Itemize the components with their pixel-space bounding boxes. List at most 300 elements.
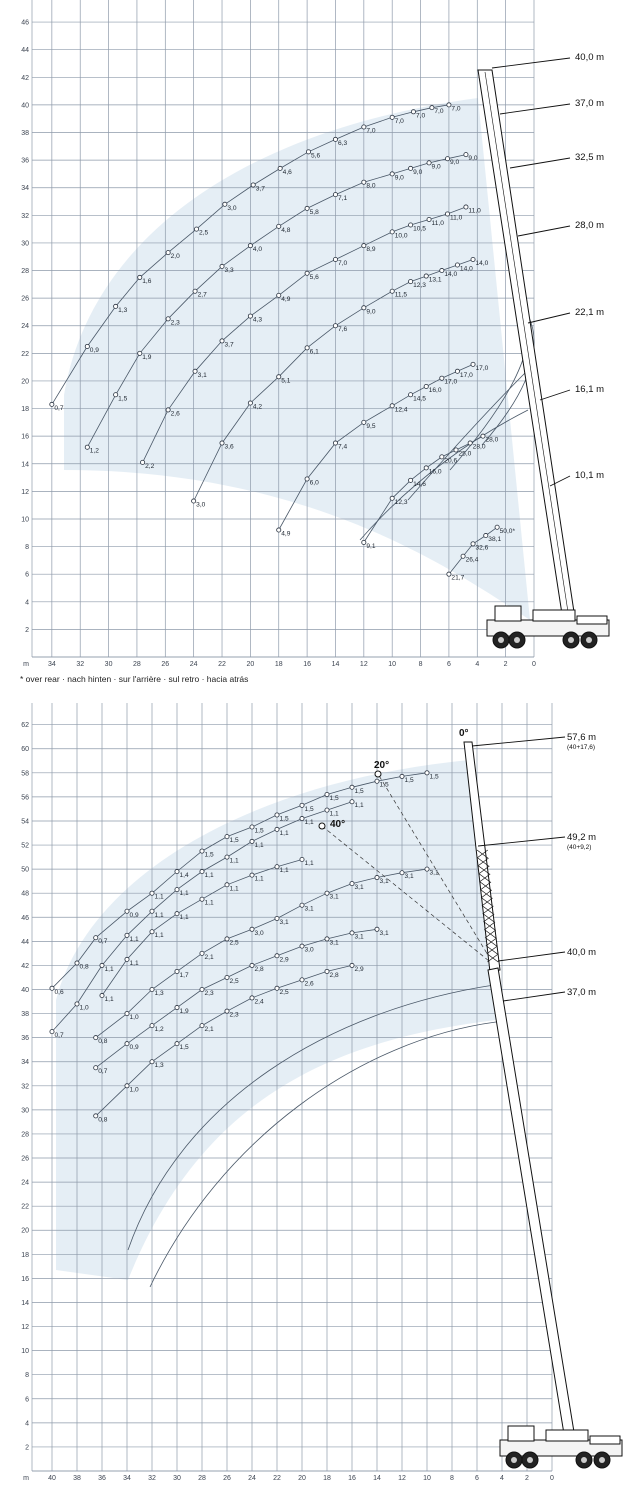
top-load-value: 2,2 [145, 462, 155, 470]
bottom-load-value: 1,5 [304, 805, 314, 813]
bottom-load-point [200, 1024, 204, 1028]
bottom-y-tick: 62 [21, 722, 29, 730]
top-x-tick: 16 [303, 661, 312, 668]
top-boom-length-leader [540, 390, 570, 400]
bottom-load-value: 2,6 [304, 980, 314, 988]
top-load-point [193, 369, 197, 373]
top-load-value: 4,6 [282, 168, 292, 176]
top-load-value: 5,8 [309, 208, 319, 216]
bottom-carrier-cab [508, 1426, 534, 1441]
top-load-point [251, 183, 255, 187]
top-load-value: 20,6 [444, 457, 458, 465]
bottom-load-point [50, 986, 54, 990]
bottom-load-value: 1,1 [179, 890, 189, 898]
bottom-y-tick: 60 [21, 746, 29, 754]
top-boom-length-label: 37,0 m [575, 98, 605, 109]
bottom-load-value: 2,8 [254, 965, 264, 973]
bottom-load-point [375, 779, 379, 783]
top-load-value: 10,5 [413, 225, 426, 233]
bottom-y-tick: 32 [21, 1083, 29, 1091]
top-y-tick: 42 [21, 74, 29, 82]
top-load-value: 16,0 [428, 468, 442, 476]
top-x-tick: 32 [76, 661, 85, 668]
bottom-angle-label: 20° [374, 760, 390, 771]
bottom-load-point [275, 916, 279, 920]
top-load-point [464, 205, 468, 209]
top-load-point [114, 393, 118, 397]
top-load-value: 7,0 [434, 108, 444, 116]
bottom-load-value: 3,1 [354, 933, 364, 941]
bottom-load-point [200, 897, 204, 901]
bottom-load-point [300, 816, 304, 820]
top-load-point [277, 375, 281, 379]
bottom-load-value: 0,9 [129, 1044, 139, 1052]
bottom-load-value: 3,1 [354, 884, 364, 892]
bottom-load-point [125, 933, 129, 937]
top-load-point [447, 103, 451, 107]
top-load-point [447, 572, 451, 576]
top-load-value: 17,0 [475, 364, 489, 372]
bottom-load-value: 2,5 [279, 988, 289, 996]
top-y-tick: 26 [21, 295, 29, 303]
bottom-y-tick: 52 [21, 842, 29, 850]
bottom-load-point [275, 986, 279, 990]
top-load-value: 2,0 [170, 253, 180, 261]
top-x-tick: 26 [161, 661, 170, 668]
top-load-point [484, 533, 488, 537]
bottom-load-value: 0,9 [129, 911, 139, 919]
bottom-load-point [225, 855, 229, 859]
bottom-y-tick: 40 [21, 986, 29, 994]
bottom-load-value: 1,4 [179, 872, 189, 880]
top-load-point [277, 293, 281, 297]
top-crane-carrier [487, 606, 609, 648]
top-load-value: 9,0 [431, 163, 441, 171]
top-y-tick: 36 [21, 157, 29, 165]
top-x-tick: 0 [532, 661, 536, 668]
bottom-y-tick: 6 [25, 1396, 29, 1404]
bottom-load-point [125, 1011, 129, 1015]
bottom-load-point [350, 800, 354, 804]
bottom-boom-length-label: 57,6 m [567, 732, 597, 743]
bottom-load-point [200, 869, 204, 873]
bottom-load-value: 1,1 [304, 859, 314, 867]
bottom-load-value: 1,0 [129, 1086, 139, 1094]
top-load-value: 28,0 [485, 436, 499, 444]
top-load-value: 10,0 [394, 232, 408, 240]
bottom-wheel-hub [581, 1457, 587, 1463]
bottom-load-value: 3,1 [429, 869, 439, 877]
bottom-x-tick: 26 [223, 1475, 231, 1482]
top-carrier-cab [495, 606, 521, 621]
bottom-load-point [125, 957, 129, 961]
bottom-angle-label: 0° [459, 728, 469, 739]
top-load-point [409, 478, 413, 482]
top-load-point [362, 125, 366, 129]
top-unit-label: m [23, 661, 29, 668]
top-load-value: 16,0 [428, 386, 442, 394]
top-load-point [455, 263, 459, 267]
bottom-load-point [175, 887, 179, 891]
top-load-point [220, 264, 224, 268]
bottom-load-point [350, 785, 354, 789]
bottom-load-value: 1,3 [154, 1062, 164, 1070]
bottom-load-value: 2,1 [204, 953, 214, 961]
top-load-point [277, 224, 281, 228]
bottom-load-point [375, 875, 379, 879]
bottom-y-tick: 48 [21, 890, 29, 898]
bottom-offset-20-tip [375, 771, 381, 777]
bottom-load-value: 0,7 [98, 1068, 108, 1076]
top-load-value: 28,0 [472, 443, 486, 451]
bottom-boom-length-label: 37,0 m [567, 987, 597, 998]
top-load-value: 4,2 [252, 403, 263, 411]
top-load-value: 6,3 [337, 139, 348, 147]
top-load-point [362, 180, 366, 184]
top-load-point [193, 289, 197, 293]
bottom-load-value: 1,5 [429, 773, 439, 781]
bottom-load-point [150, 987, 154, 991]
bottom-load-value: 0,8 [79, 963, 89, 971]
bottom-working-envelope [56, 760, 496, 1280]
top-load-point [166, 408, 170, 412]
bottom-load-value: 1,5 [179, 1044, 189, 1052]
bottom-y-tick: 26 [21, 1155, 29, 1163]
bottom-load-value: 2,3 [204, 989, 214, 997]
bottom-boom-length-sublabel: (40+17,6) [567, 744, 596, 751]
bottom-boom-length-leader [503, 992, 565, 1001]
top-x-tick: 24 [189, 661, 198, 668]
bottom-load-point [150, 891, 154, 895]
bottom-load-point [94, 1066, 98, 1070]
top-load-point [114, 304, 118, 308]
bottom-load-point [225, 835, 229, 839]
top-load-value: 2,6 [170, 410, 180, 418]
top-load-point [305, 206, 309, 210]
bottom-load-value: 1,1 [154, 932, 164, 940]
top-load-point [278, 166, 282, 170]
top-load-point [461, 554, 465, 558]
top-x-tick: 14 [331, 661, 340, 668]
top-load-value: 11,0 [449, 214, 463, 222]
bottom-wheel-hub [599, 1457, 605, 1463]
top-load-value: 9,0 [366, 308, 376, 316]
top-load-value: 9,5 [366, 422, 376, 430]
bottom-x-tick: 8 [450, 1475, 454, 1482]
top-x-tick: 12 [359, 661, 368, 668]
bottom-load-point [94, 1114, 98, 1118]
top-load-value: 14,0 [444, 271, 458, 279]
top-y-tick: 38 [21, 130, 29, 138]
bottom-y-tick: 54 [21, 818, 29, 826]
top-carrier-front-cab [577, 616, 607, 624]
bottom-x-tick: 24 [248, 1475, 256, 1482]
bottom-load-point [325, 808, 329, 812]
top-load-point [85, 445, 89, 449]
bottom-x-tick: 32 [148, 1475, 156, 1482]
top-load-value: 6,0 [309, 479, 319, 487]
top-boom-length-label: 22,1 m [575, 307, 605, 318]
top-y-tick: 12 [21, 488, 29, 496]
top-load-point [223, 202, 227, 206]
top-load-value: 2,7 [197, 291, 207, 299]
bottom-load-point [94, 936, 98, 940]
bottom-load-point [125, 1042, 129, 1046]
top-load-point [430, 106, 434, 110]
top-load-value: 12,4 [394, 406, 408, 414]
top-load-value: 7,4 [337, 443, 348, 451]
bottom-load-point [325, 891, 329, 895]
bottom-load-value: 1,1 [279, 829, 289, 837]
top-load-value: 26,4 [465, 556, 479, 564]
top-load-point [333, 137, 337, 141]
bottom-load-value: 1,1 [279, 867, 289, 875]
top-load-point [440, 376, 444, 380]
top-load-value: 7,6 [337, 326, 348, 334]
top-load-value: 11,0 [431, 219, 444, 227]
top-load-value: 9,0 [468, 155, 478, 163]
top-load-value: 4,9 [281, 530, 291, 538]
bottom-load-point [250, 927, 254, 931]
top-load-point [333, 324, 337, 328]
top-load-point [141, 460, 145, 464]
bottom-wheel-hub [511, 1457, 517, 1463]
bottom-load-value: 1,9 [179, 1008, 189, 1016]
bottom-load-point [50, 1030, 54, 1034]
bottom-load-point [125, 1084, 129, 1088]
bottom-load-point [275, 827, 279, 831]
top-load-point [464, 152, 468, 156]
bottom-x-tick: 22 [273, 1475, 281, 1482]
top-load-point [409, 166, 413, 170]
top-load-point [445, 157, 449, 161]
top-y-tick: 8 [25, 544, 29, 552]
top-x-tick: 18 [274, 661, 283, 668]
bottom-load-value: 1,5 [254, 827, 264, 835]
bottom-y-tick: 46 [21, 914, 29, 922]
top-load-value: 12,3 [394, 498, 408, 506]
top-load-value: 7,0 [366, 127, 376, 135]
bottom-load-point [100, 993, 104, 997]
bottom-load-value: 1,7 [179, 971, 189, 979]
bottom-load-value: 3,1 [279, 918, 289, 926]
top-load-value: 1,5 [118, 395, 128, 403]
bottom-crane-carrier [500, 1426, 622, 1468]
bottom-load-point [175, 969, 179, 973]
top-load-point [409, 223, 413, 227]
bottom-x-tick: 38 [73, 1475, 81, 1482]
bottom-load-value: 2,1 [204, 1026, 214, 1034]
top-x-tick: 30 [104, 661, 113, 668]
bottom-load-value: 1,1 [229, 885, 239, 893]
bottom-load-point [175, 1042, 179, 1046]
top-y-tick: 16 [21, 433, 29, 441]
top-load-value: 14,5 [413, 395, 426, 403]
top-load-value: 17,0 [459, 371, 473, 379]
bottom-x-tick: 14 [373, 1475, 381, 1482]
bottom-load-value: 2,3 [229, 1011, 239, 1019]
bottom-load-value: 3,0 [254, 929, 264, 937]
bottom-load-value: 0,8 [98, 1116, 108, 1124]
bottom-load-value: 1,1 [104, 965, 114, 973]
top-boom-length-label: 40,0 m [575, 52, 605, 63]
top-load-value: 4,3 [252, 316, 263, 324]
bottom-load-value: 1,5 [354, 787, 364, 795]
top-wheel-hub [568, 637, 574, 643]
bottom-load-point [100, 963, 104, 967]
top-boom-length-label: 28,0 m [575, 220, 605, 231]
bottom-load-point [150, 1024, 154, 1028]
bottom-load-value: 1,1 [129, 959, 139, 967]
top-load-value: 0,9 [89, 346, 99, 354]
bottom-x-tick: 18 [323, 1475, 331, 1482]
top-load-value: 7,0 [337, 259, 348, 267]
top-load-point [138, 275, 142, 279]
bottom-load-value: 3,1 [379, 878, 389, 886]
bottom-boom-length-label: 40,0 m [567, 947, 597, 958]
top-load-value: 1,2 [89, 447, 99, 455]
top-load-value: 9,0 [413, 168, 423, 176]
bottom-x-tick: 16 [348, 1475, 356, 1482]
bottom-boom-length-sublabel: (40+9,2) [567, 844, 592, 851]
top-load-point [390, 230, 394, 234]
top-load-point [248, 244, 252, 248]
bottom-load-value: 3,0 [304, 946, 314, 954]
bottom-load-point [375, 927, 379, 931]
bottom-load-value: 1,3 [154, 989, 164, 997]
top-load-point [411, 110, 415, 114]
bottom-y-tick: 34 [21, 1059, 29, 1067]
top-load-value: 11,0 [468, 207, 481, 215]
bottom-load-point [350, 881, 354, 885]
top-load-value: 7,0 [415, 112, 426, 120]
bottom-load-value: 0,6 [54, 988, 64, 996]
top-load-value: 21,7 [451, 574, 465, 582]
bottom-load-point [325, 792, 329, 796]
bottom-y-tick: 58 [21, 770, 29, 778]
top-load-point [471, 542, 475, 546]
bottom-load-point [250, 825, 254, 829]
top-load-point [471, 257, 475, 261]
top-y-tick: 30 [21, 240, 29, 248]
top-load-point [440, 268, 444, 272]
bottom-y-tick: 44 [21, 938, 29, 946]
top-load-point [455, 369, 459, 373]
bottom-x-tick: 40 [48, 1475, 56, 1482]
top-load-point [409, 393, 413, 397]
top-working-envelope [64, 98, 530, 620]
bottom-load-point [225, 975, 229, 979]
bottom-load-point [425, 867, 429, 871]
top-load-value: 1,9 [142, 353, 152, 361]
top-load-point [194, 227, 198, 231]
bottom-boom-length-leader [472, 737, 565, 746]
top-load-point [248, 314, 252, 318]
top-y-tick: 24 [21, 323, 29, 331]
bottom-y-tick: 18 [21, 1251, 29, 1259]
bottom-load-point [300, 857, 304, 861]
top-load-value: 4,0 [252, 246, 263, 254]
top-load-point [362, 244, 366, 248]
top-load-value: 3,0 [196, 501, 206, 509]
bottom-x-tick: 34 [123, 1475, 131, 1482]
bottom-load-point [350, 931, 354, 935]
top-load-point [277, 528, 281, 532]
top-load-value: 7,0 [451, 105, 461, 113]
bottom-y-tick: 50 [21, 866, 29, 874]
top-load-value: 1,6 [142, 277, 152, 285]
bottom-load-value: 2,5 [229, 977, 239, 985]
bottom-load-value: 1,1 [229, 857, 239, 865]
bottom-y-tick: 8 [25, 1372, 29, 1380]
bottom-x-tick: 12 [398, 1475, 406, 1482]
bottom-y-tick: 56 [21, 794, 29, 802]
top-load-point [424, 466, 428, 470]
bottom-load-value: 1,1 [129, 935, 139, 943]
top-load-value: 38,1 [488, 536, 502, 544]
bottom-load-point [400, 871, 404, 875]
top-boom-length-label: 16,1 m [575, 384, 605, 395]
top-load-value: 25,0 [458, 450, 472, 458]
bottom-angle-label: 40° [330, 819, 346, 830]
bottom-unit-label: m [23, 1475, 29, 1482]
bottom-load-value: 1,1 [179, 914, 189, 922]
top-load-value: 14,6 [413, 480, 426, 488]
top-y-tick: 18 [21, 406, 29, 414]
top-load-point [305, 346, 309, 350]
top-y-tick: 28 [21, 268, 29, 276]
top-wheel-hub [514, 637, 520, 643]
bottom-load-value: 3,1 [304, 905, 314, 913]
top-load-point [166, 250, 170, 254]
bottom-load-value: 3,1 [379, 929, 389, 937]
bottom-y-tick: 20 [21, 1227, 29, 1235]
top-boom-length-label: 32,5 m [575, 152, 605, 163]
bottom-load-point [175, 912, 179, 916]
bottom-load-value: 0,7 [54, 1032, 64, 1040]
bottom-load-point [94, 1036, 98, 1040]
top-load-point [424, 274, 428, 278]
top-load-value: 3,0 [227, 204, 237, 212]
top-load-value: 6,1 [309, 348, 319, 356]
top-load-point [481, 434, 485, 438]
bottom-load-value: 2,5 [229, 939, 239, 947]
bottom-boom-length-leader [498, 952, 565, 961]
top-y-tick: 4 [25, 599, 29, 607]
bottom-x-tick: 28 [198, 1475, 206, 1482]
top-load-value: 8,0 [366, 182, 376, 190]
top-load-value: 7,1 [337, 195, 348, 203]
top-wheel-hub [498, 637, 504, 643]
top-load-point [248, 401, 252, 405]
top-load-point [390, 115, 394, 119]
top-boom-length-leader [492, 58, 570, 68]
bottom-load-value: 1,0 [79, 1004, 89, 1012]
bottom-x-tick: 10 [423, 1475, 431, 1482]
bottom-x-tick: 36 [98, 1475, 106, 1482]
top-load-point [305, 271, 309, 275]
top-y-tick: 10 [21, 516, 29, 524]
bottom-load-value: 1,5 [329, 794, 339, 802]
bottom-load-value: 1,0 [129, 1014, 139, 1022]
top-load-point [362, 306, 366, 310]
top-load-point [166, 317, 170, 321]
bottom-load-point [125, 909, 129, 913]
top-load-point [333, 257, 337, 261]
bottom-y-tick: 16 [21, 1275, 29, 1283]
top-x-tick: 6 [446, 661, 451, 668]
bottom-load-point [150, 1060, 154, 1064]
